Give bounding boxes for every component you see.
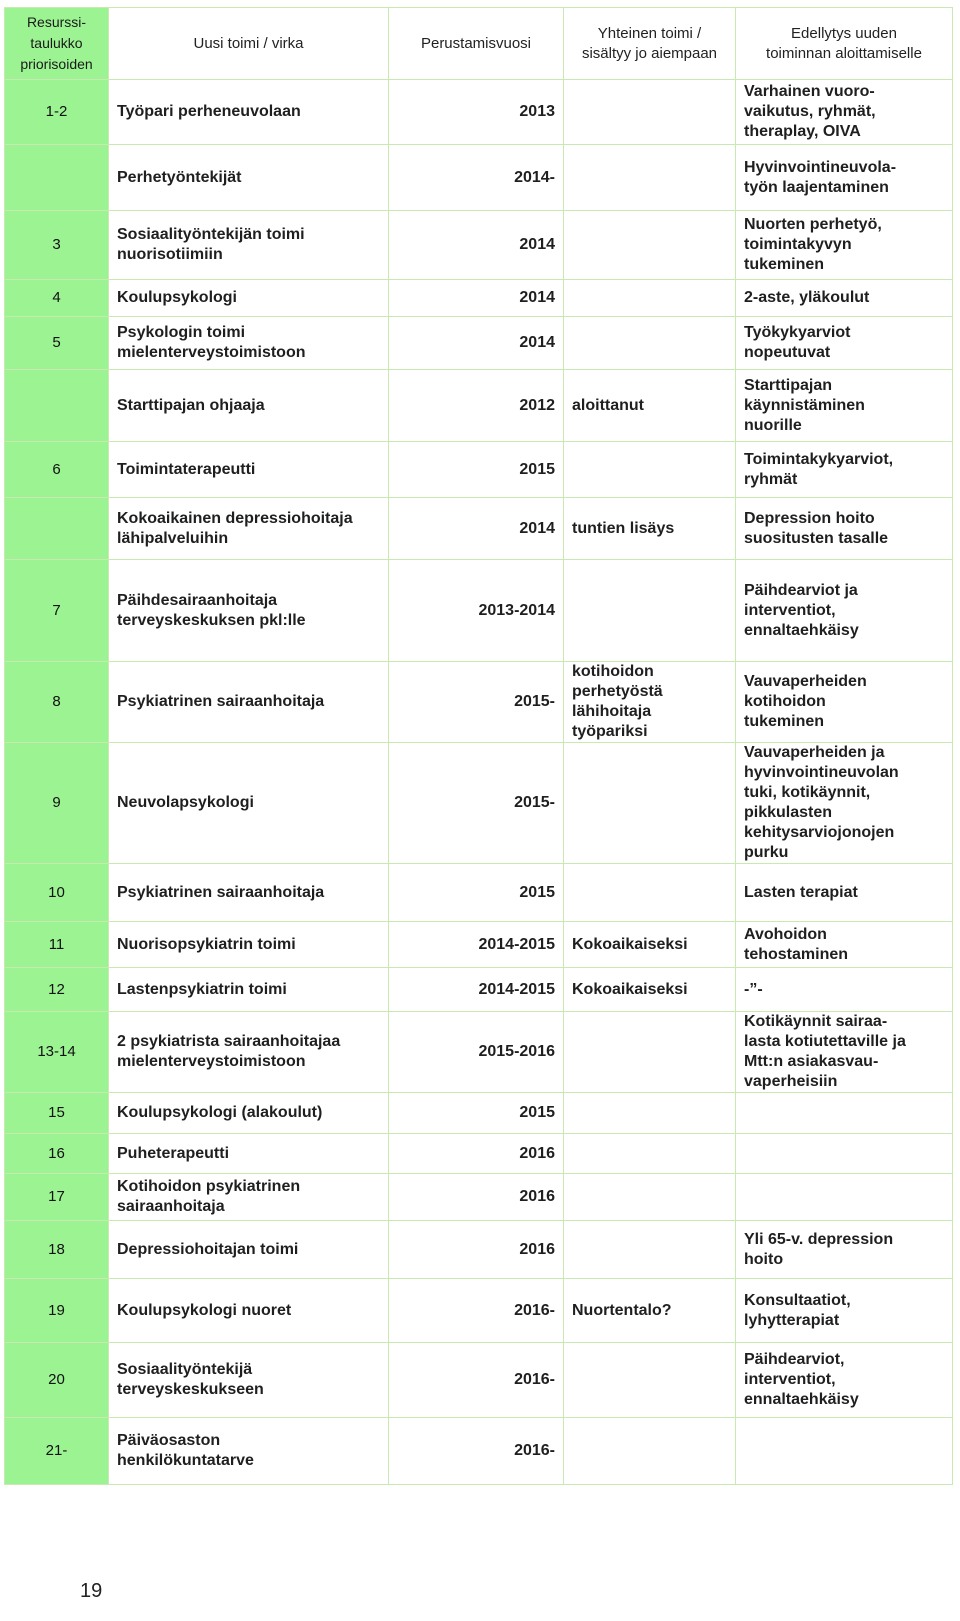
- prerequisite-cell-line: Avohoidon: [744, 925, 827, 943]
- role-cell-line: henkilökuntatarve: [117, 1452, 254, 1469]
- priority-cell: 1-2: [5, 80, 109, 145]
- shared-cell: [564, 145, 736, 211]
- prerequisite-cell-line: -”-: [744, 980, 763, 998]
- priority-cell: 5: [5, 317, 109, 370]
- role-cell: [109, 864, 389, 922]
- role-cell-line: Depressiohoitajan toimi: [117, 1240, 299, 1258]
- year-cell: 2013: [389, 80, 564, 145]
- role-cell: [109, 317, 389, 370]
- year-cell: 2016: [389, 1221, 564, 1279]
- role-cell: [109, 1343, 389, 1418]
- prerequisite-cell-line: lasta kotiutettaville ja: [744, 1033, 906, 1050]
- role-cell-line: Puheterapeutti: [117, 1144, 230, 1162]
- shared-cell: [564, 968, 736, 1012]
- role-cell-line: Psykologin toimi: [117, 324, 246, 341]
- prerequisite-cell: [736, 1279, 953, 1343]
- year-cell: 2014: [389, 498, 564, 560]
- resource-table: [4, 7, 953, 1485]
- shared-cell: [564, 442, 736, 498]
- table-row: [5, 1343, 953, 1418]
- priority-cell: [5, 498, 109, 560]
- year-cell: 2016: [389, 1134, 564, 1174]
- priority-cell: 21-: [5, 1418, 109, 1485]
- role-cell: [109, 1012, 389, 1093]
- role-cell: [109, 370, 389, 442]
- header-year: Perustamisvuosi: [389, 8, 564, 80]
- priority-cell: 8: [5, 662, 109, 743]
- priority-cell: [5, 145, 109, 211]
- role-cell-line: mielenterveystoimistoon: [117, 1053, 306, 1070]
- year-cell: 2013-2014: [389, 560, 564, 662]
- table-row: [5, 1012, 953, 1093]
- prerequisite-cell-line: Varhainen vuoro-: [744, 83, 875, 100]
- prerequisite-cell-line: Toimintakykyarviot,: [744, 450, 894, 468]
- shared-cell: [564, 1221, 736, 1279]
- table-row: [5, 922, 953, 968]
- prerequisite-cell-line: käynnistäminen: [744, 396, 865, 414]
- role-cell-line: Sosiaalityöntekijän toimi: [117, 226, 305, 243]
- prerequisite-cell-line: Kotikäynnit sairaa-: [744, 1013, 888, 1030]
- role-cell: [109, 1418, 389, 1485]
- role-cell-line: Lastenpsykiatrin toimi: [117, 980, 287, 998]
- role-cell-line: nuorisotiimiin: [117, 246, 223, 263]
- table-row: [5, 1174, 953, 1221]
- prerequisite-cell-line: kotihoidon: [744, 693, 826, 710]
- priority-cell: 20: [5, 1343, 109, 1418]
- table-row: [5, 1221, 953, 1279]
- shared-cell: [564, 280, 736, 317]
- shared-cell: [564, 1093, 736, 1134]
- shared-cell: [564, 1174, 736, 1221]
- shared-cell-line: tuntien lisäys: [572, 519, 675, 537]
- prerequisite-cell-line: Starttipajan: [744, 376, 833, 394]
- year-cell: 2016-: [389, 1279, 564, 1343]
- shared-cell: [564, 211, 736, 280]
- role-cell-line: Psykiatrinen sairaanhoitaja: [117, 693, 325, 710]
- role-cell: [109, 743, 389, 864]
- table-row: [5, 1418, 953, 1485]
- prerequisite-cell-line: Depression hoito: [744, 509, 875, 527]
- role-cell: [109, 1134, 389, 1174]
- year-cell: 2014-: [389, 145, 564, 211]
- role-cell-line: Nuorisopsykiatrin toimi: [117, 935, 296, 953]
- prerequisite-cell-line: Lasten terapiat: [744, 883, 858, 901]
- prerequisite-cell-line: theraplay, OIVA: [744, 123, 861, 140]
- year-cell: 2012: [389, 370, 564, 442]
- prerequisite-cell-line: hyvinvointineuvolan: [744, 764, 899, 781]
- priority-cell: [5, 370, 109, 442]
- header-prerequisite: Edellytys uuden toiminnan aloittamiselle: [736, 8, 953, 80]
- prerequisite-cell: [736, 317, 953, 370]
- table-row: [5, 80, 953, 145]
- year-cell: 2016-: [389, 1418, 564, 1485]
- role-cell-line: Kotihoidon psykiatrinen: [117, 1178, 301, 1195]
- prerequisite-cell-line: lyhytterapiat: [744, 1311, 840, 1329]
- shared-cell: [564, 1418, 736, 1485]
- role-cell: [109, 662, 389, 743]
- table-row: [5, 1093, 953, 1134]
- role-cell: [109, 1093, 389, 1134]
- table-row: [5, 442, 953, 498]
- role-cell: [109, 498, 389, 560]
- shared-cell-line: lähihoitaja: [572, 703, 652, 720]
- shared-cell: [564, 317, 736, 370]
- role-cell-line: Koulupsykologi nuoret: [117, 1301, 292, 1319]
- year-cell: 2015-: [389, 662, 564, 743]
- priority-cell: 6: [5, 442, 109, 498]
- prerequisite-cell-line: Nuorten perhetyö,: [744, 216, 882, 233]
- role-cell: [109, 1174, 389, 1221]
- prerequisite-cell: [736, 498, 953, 560]
- prerequisite-cell-line: toimintakyvyn: [744, 236, 852, 253]
- table-row: [5, 211, 953, 280]
- role-cell-line: Kokoaikainen depressiohoitaja: [117, 509, 353, 527]
- prerequisite-cell: [736, 743, 953, 864]
- shared-cell: [564, 1134, 736, 1174]
- prerequisite-cell: [736, 560, 953, 662]
- prerequisite-cell: [736, 211, 953, 280]
- priority-cell: 11: [5, 922, 109, 968]
- table-row: [5, 864, 953, 922]
- shared-cell: [564, 743, 736, 864]
- role-cell: [109, 560, 389, 662]
- role-cell-line: Psykiatrinen sairaanhoitaja: [117, 883, 325, 901]
- prerequisite-cell-line: interventiot,: [744, 601, 836, 619]
- role-cell: [109, 1279, 389, 1343]
- header-priority: Resurssi- taulukko priorisoiden: [5, 8, 109, 80]
- role-cell: [109, 280, 389, 317]
- table-row: [5, 498, 953, 560]
- priority-cell: 17: [5, 1174, 109, 1221]
- role-cell: [109, 1221, 389, 1279]
- year-cell: 2015: [389, 442, 564, 498]
- table-row: [5, 280, 953, 317]
- shared-cell: [564, 864, 736, 922]
- prerequisite-cell: [736, 80, 953, 145]
- year-cell: 2014: [389, 211, 564, 280]
- shared-cell: [564, 498, 736, 560]
- table-row: [5, 662, 953, 743]
- shared-cell-line: perhetyöstä: [572, 683, 663, 700]
- priority-cell: 18: [5, 1221, 109, 1279]
- year-cell: 2015: [389, 864, 564, 922]
- shared-cell-line: kotihoidon: [572, 663, 654, 680]
- prerequisite-cell-line: Konsultaatiot,: [744, 1291, 851, 1309]
- shared-cell-line: Kokoaikaiseksi: [572, 935, 688, 953]
- prerequisite-cell: [736, 1174, 953, 1221]
- table-row: [5, 317, 953, 370]
- prerequisite-cell-line: ennaltaehkäisy: [744, 1391, 859, 1408]
- shared-cell-line: työpariksi: [572, 723, 648, 740]
- prerequisite-cell: [736, 922, 953, 968]
- role-cell-line: Neuvolapsykologi: [117, 794, 254, 811]
- prerequisite-cell-line: suositusten tasalle: [744, 529, 889, 547]
- role-cell-line: Perhetyöntekijät: [117, 168, 242, 186]
- prerequisite-cell: [736, 370, 953, 442]
- shared-cell: [564, 560, 736, 662]
- prerequisite-cell-line: ryhmät: [744, 470, 798, 488]
- prerequisite-cell: [736, 1012, 953, 1093]
- prerequisite-cell: [736, 145, 953, 211]
- role-cell: [109, 968, 389, 1012]
- prerequisite-cell-line: työn laajentaminen: [744, 178, 889, 196]
- role-cell: [109, 145, 389, 211]
- role-cell-line: terveyskeskuksen pkl:lle: [117, 611, 306, 629]
- shared-cell: [564, 80, 736, 145]
- prerequisite-cell: [736, 864, 953, 922]
- role-cell-line: terveyskeskukseen: [117, 1381, 264, 1398]
- priority-cell: 13-14: [5, 1012, 109, 1093]
- year-cell: 2015-2016: [389, 1012, 564, 1093]
- shared-cell-line: aloittanut: [572, 396, 644, 414]
- priority-cell: 12: [5, 968, 109, 1012]
- shared-cell: [564, 1012, 736, 1093]
- prerequisite-cell-line: Vauvaperheiden ja: [744, 744, 885, 761]
- shared-cell: [564, 1279, 736, 1343]
- priority-cell: 16: [5, 1134, 109, 1174]
- shared-cell-line: Kokoaikaiseksi: [572, 980, 688, 998]
- header-shared: Yhteinen toimi / sisältyy jo aiempaan: [564, 8, 736, 80]
- role-cell-line: Työpari perheneuvolaan: [117, 103, 301, 120]
- role-cell-line: Koulupsykologi (alakoulut): [117, 1104, 323, 1121]
- priority-cell: 7: [5, 560, 109, 662]
- prerequisite-cell-line: tehostaminen: [744, 945, 849, 963]
- role-cell: [109, 922, 389, 968]
- prerequisite-cell: [736, 280, 953, 317]
- role-cell: [109, 80, 389, 145]
- prerequisite-cell-line: Työkykyarviot: [744, 324, 851, 341]
- prerequisite-cell-line: kehitysarviojonojen: [744, 824, 895, 841]
- prerequisite-cell: [736, 442, 953, 498]
- prerequisite-cell-line: hoito: [744, 1250, 784, 1268]
- prerequisite-cell-line: Hyvinvointineuvola-: [744, 158, 897, 176]
- prerequisite-cell-line: vaikutus, ryhmät,: [744, 103, 876, 120]
- table-row: [5, 370, 953, 442]
- priority-cell: 15: [5, 1093, 109, 1134]
- table-row: [5, 968, 953, 1012]
- prerequisite-cell: [736, 1134, 953, 1174]
- prerequisite-cell: [736, 1221, 953, 1279]
- role-cell: [109, 442, 389, 498]
- shared-cell: [564, 370, 736, 442]
- prerequisite-cell-line: pikkulasten: [744, 804, 833, 821]
- prerequisite-cell: [736, 1418, 953, 1485]
- table-row: [5, 145, 953, 211]
- table-header-row: [5, 8, 953, 80]
- prerequisite-cell-line: nopeutuvat: [744, 344, 831, 361]
- year-cell: 2015-: [389, 743, 564, 864]
- priority-cell: 10: [5, 864, 109, 922]
- year-cell: 2015: [389, 1093, 564, 1134]
- prerequisite-cell-line: tukeminen: [744, 713, 825, 730]
- table-row: [5, 1134, 953, 1174]
- prerequisite-cell: [736, 1093, 953, 1134]
- role-cell-line: Sosiaalityöntekijä: [117, 1361, 253, 1378]
- role-cell-line: lähipalveluihin: [117, 529, 229, 547]
- shared-cell: [564, 1343, 736, 1418]
- page-number: 19: [80, 1580, 103, 1602]
- role-cell-line: Päiväosaston: [117, 1432, 221, 1449]
- role-cell-line: mielenterveystoimistoon: [117, 344, 306, 361]
- priority-cell: 4: [5, 280, 109, 317]
- priority-cell: 19: [5, 1279, 109, 1343]
- shared-cell: [564, 662, 736, 743]
- prerequisite-cell-line: purku: [744, 844, 789, 861]
- priority-cell: 3: [5, 211, 109, 280]
- prerequisite-cell-line: interventiot,: [744, 1371, 836, 1388]
- role-cell-line: Starttipajan ohjaaja: [117, 396, 265, 414]
- prerequisite-cell-line: 2-aste, yläkoulut: [744, 289, 870, 306]
- year-cell: 2014: [389, 317, 564, 370]
- prerequisite-cell-line: Päihdearviot ja: [744, 581, 858, 599]
- table-row: [5, 743, 953, 864]
- role-cell-line: sairaanhoitaja: [117, 1198, 225, 1215]
- prerequisite-cell-line: tuki, kotikäynnit,: [744, 784, 871, 801]
- header-new-role: Uusi toimi / virka: [109, 8, 389, 80]
- year-cell: 2016-: [389, 1343, 564, 1418]
- role-cell-line: 2 psykiatrista sairaanhoitajaa: [117, 1033, 341, 1050]
- role-cell-line: Toimintaterapeutti: [117, 460, 256, 478]
- role-cell: [109, 211, 389, 280]
- prerequisite-cell-line: Vauvaperheiden: [744, 673, 867, 690]
- table-row: [5, 560, 953, 662]
- year-cell: 2014-2015: [389, 968, 564, 1012]
- prerequisite-cell-line: nuorille: [744, 416, 802, 434]
- priority-cell: 9: [5, 743, 109, 864]
- year-cell: 2014-2015: [389, 922, 564, 968]
- shared-cell-line: Nuortentalo?: [572, 1301, 672, 1319]
- prerequisite-cell-line: Päihdearviot,: [744, 1351, 845, 1368]
- prerequisite-cell-line: Yli 65-v. depression: [744, 1230, 894, 1248]
- prerequisite-cell-line: vaperheisiin: [744, 1073, 838, 1090]
- prerequisite-cell-line: Mtt:n asiakasvau-: [744, 1053, 879, 1070]
- prerequisite-cell: [736, 968, 953, 1012]
- role-cell-line: Päihdesairaanhoitaja: [117, 591, 278, 609]
- shared-cell: [564, 922, 736, 968]
- year-cell: 2014: [389, 280, 564, 317]
- prerequisite-cell-line: tukeminen: [744, 256, 825, 273]
- role-cell-line: Koulupsykologi: [117, 289, 237, 306]
- prerequisite-cell-line: ennaltaehkäisy: [744, 621, 859, 639]
- table-row: [5, 1279, 953, 1343]
- prerequisite-cell: [736, 662, 953, 743]
- prerequisite-cell: [736, 1343, 953, 1418]
- year-cell: 2016: [389, 1174, 564, 1221]
